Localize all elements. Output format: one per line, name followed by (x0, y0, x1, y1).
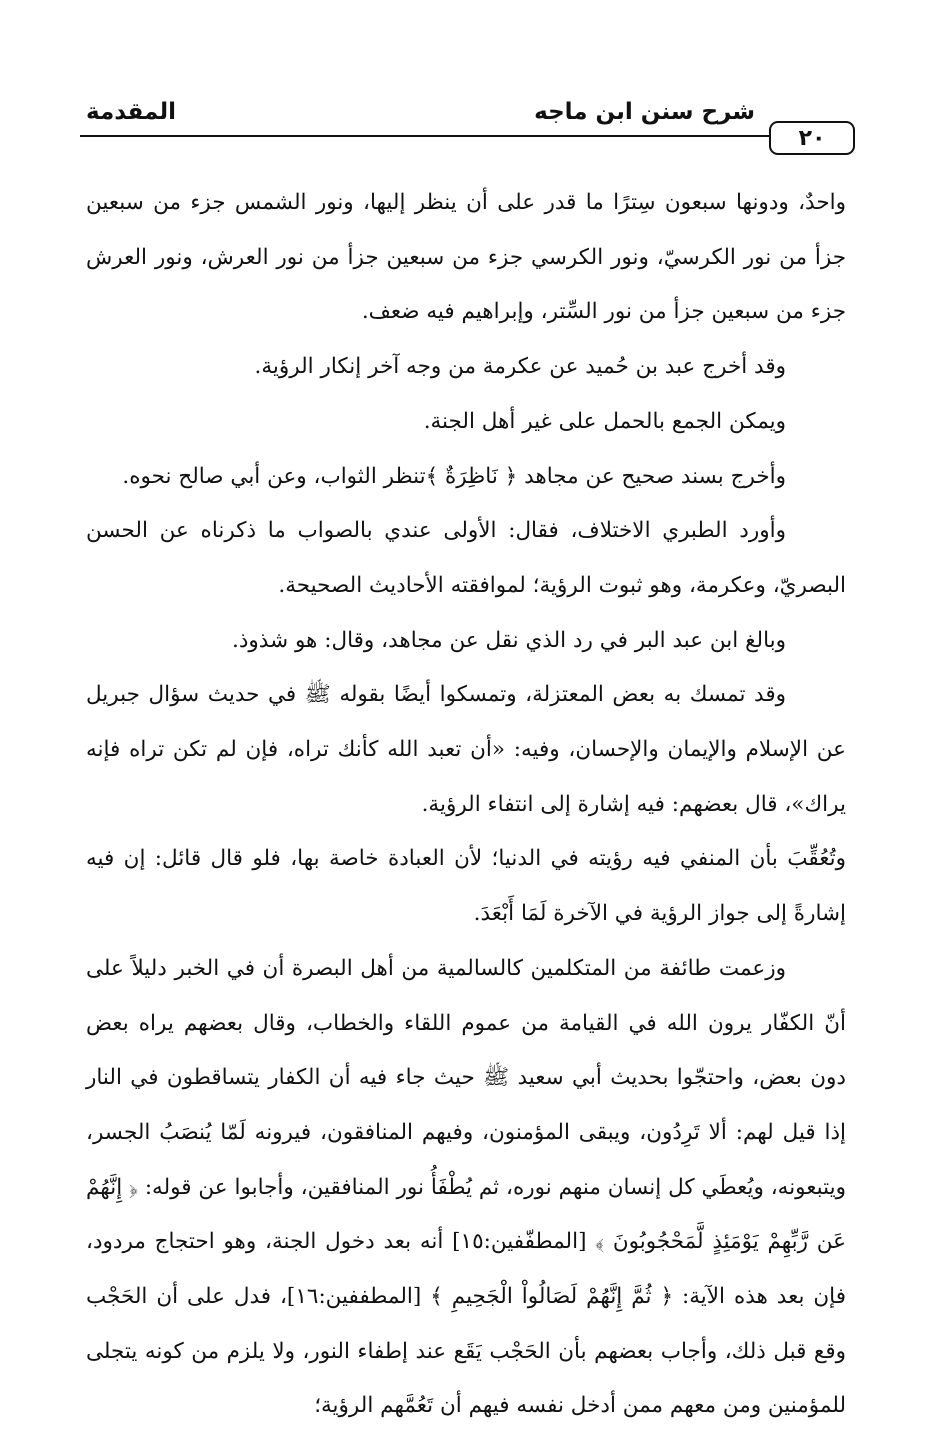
header-rule (80, 135, 769, 137)
paragraph-abd-bin-humaid: وقد أخرج عبد بن حُميد عن عكرمة من وجه آخر إنكار الرؤية. (254, 354, 786, 380)
body-text (86, 176, 846, 1434)
page-number: ٢٠ (769, 121, 855, 155)
paragraph-rebuttal: وتُعُقِّبَ بأن المنفي فيه رؤيته في الدنيا؛ لأن العبادة خاصة بها، فلو قال قائل: إن فيه إشارةً إلى جواز الرؤية في الآخرة لَمَا أَبْعَدَ. (86, 846, 846, 927)
book-title: شرح سنن ابن ماجه (534, 99, 755, 125)
paragraph-salimiyya: وزعمت طائفة من المتكلمين كالسالمية من أهل البصرة أن في الخبر دليلاً على أنّ الكفّار يرون الله في القيامة من عموم اللقاء والخطاب، وقال بعضهم يراه بعض دون بعض، واحتجّوا بحديث أبي سعيد ﷺ حيث جاء فيه أن الكفار يتساقطون في النار إذا قيل لهم: ألا تَرِدُون، ويبقى المؤمنون، وفيهم المنافقون، فيرونه لَمّا يُنصَبُ الجسر، ويتبعونه، ويُعطَي كل إنسان منهم نوره، ثم يُطْفَأُ نور المنافقين، وأجابوا عن قوله: ﴿ إِنَّهُمْ عَن رَّبِّهِمْ يَوْمَئِذٍ لَّمَحْجُوبُونَ ﴾ [المطفّفين:١٥] أنه بعد دخول الجنة، وهو احتجاج مردود، فإن بعد هذه الآية: ﴿ ثُمَّ إِنَّهُمْ لَصَالُواْ الْجَحِيمِ ﴾ [المطففين:١٦]، فدل على أن الحَجْب وقع قبل ذلك، وأجاب بعضهم بأن الحَجْب يَقَع عند إطفاء النور، ولا يلزم من كونه يتجلى للمؤمنين ومن معهم ممن أدخل نفسه فيهم أن تَعُمَّهم الرؤية؛ (86, 955, 846, 1419)
page-header (80, 95, 855, 159)
paragraph-tabari: وأورد الطبري الاختلاف، فقال: الأولى عندي بالصواب ما ذكرناه عن الحسن البصريّ، وعكرمة، وهو ثبوت الرؤية؛ لموافقته الأحاديث الصحيحة. (86, 518, 846, 598)
paragraph-mujahid: وأخرج بسند صحيح عن مجاهد ﴿ نَاظِرَةٌ ﴾تنظر الثواب، وعن أبي صالح نحوه. (122, 463, 786, 489)
paragraph-continuation: واحدٌ، ودونها سبعون سِترًا ما قدر على أن ينظر إليها، ونور الشمس جزء من سبعين جزأ من نور الكرسيّ، ونور الكرسي جزء من سبعين جزأ من نور العرش، ونور العرش جزء من سبعين جزأ من نور السِّتر، وإبراهيم فيه ضعف. (86, 190, 846, 325)
paragraph-reconciliation: ويمكن الجمع بالحمل على غير أهل الجنة. (423, 408, 786, 434)
paragraph-ibn-abd-al-barr: وبالغ ابن عبد البر في رد الذي نقل عن مجاهد، وقال: هو شذوذ. (232, 627, 786, 653)
paragraph-mutazila: وقد تمسك به بعض المعتزلة، وتمسكوا أيضًا بقوله ﷺ في حديث سؤال جبريل عن الإسلام والإيمان والإحسان، وفيه: «أن تعبد الله كأنك تراه، فإن لم تكن تراه فإنه يراك»، قال بعضهم: فيه إشارة إلى انتفاء الرؤية. (86, 682, 846, 817)
section-title: المقدمة (86, 99, 176, 125)
